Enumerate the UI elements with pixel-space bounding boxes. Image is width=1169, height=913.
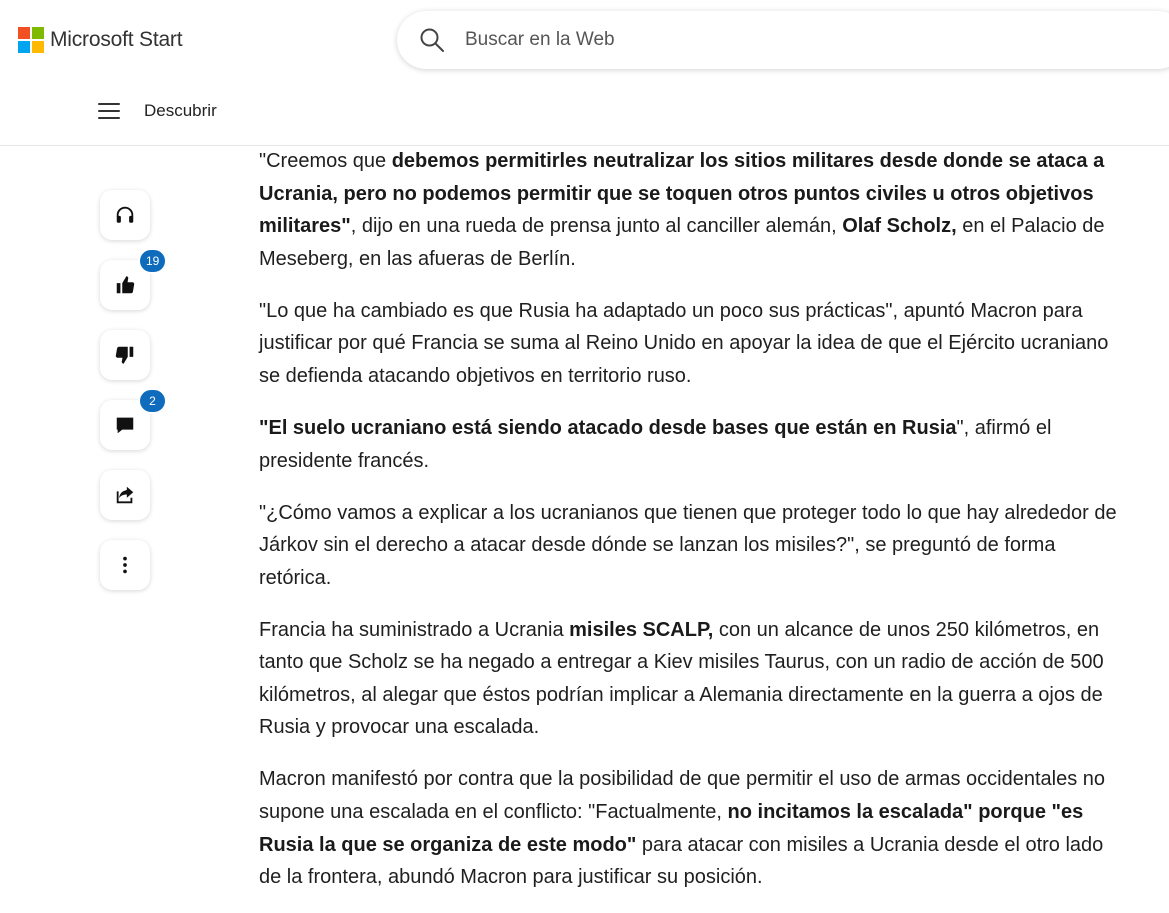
paragraph-text: "Lo que ha cambiado es que Rusia ha adaptado un poco sus prácticas", apuntó Macron para justificar por qué Francia se suma al Reino Unido en apoyar la idea de que el Ejército ucraniano se defienda atacando objetivos en territorio ruso.	[259, 299, 1109, 387]
comment-count-badge: 2	[138, 388, 167, 414]
brand-link[interactable]	[18, 27, 182, 53]
more-vertical-icon	[114, 554, 136, 576]
more-options-button[interactable]	[100, 540, 150, 590]
discover-menu-button[interactable]	[98, 96, 217, 126]
paragraph-text: ", afirmó el presidente francés.	[259, 416, 1052, 472]
discover-label[interactable]: Descubrir	[144, 101, 217, 120]
article-paragraph	[259, 497, 1119, 595]
paragraph-text: para atacar con misiles a Ucrania desde el otro lado de la frontera, abundó Macron para justificar su posición.	[259, 833, 1104, 889]
search-box[interactable]	[397, 11, 1169, 69]
article-paragraph	[259, 412, 1119, 477]
share-button[interactable]	[100, 470, 150, 520]
paragraph-bold-text: debemos permitirles neutralizar los sitios militares desde donde se ataca a Ucrania, pero no podemos permitir que se toquen otros puntos civiles u otros objetivos militares"	[259, 150, 1105, 238]
microsoft-logo-icon	[18, 27, 44, 53]
brand-name: Microsoft Start	[50, 28, 183, 51]
like-count-badge: 19	[138, 248, 167, 274]
article-paragraph	[259, 763, 1119, 893]
thumbs-up-icon	[114, 274, 136, 296]
article-paragraph	[259, 145, 1119, 275]
headphones-icon	[114, 204, 136, 226]
top-header	[0, 0, 1169, 146]
paragraph-bold-text: misiles SCALP,	[569, 618, 714, 641]
comment-icon	[114, 414, 136, 436]
share-icon	[114, 484, 136, 506]
comments-button[interactable]	[100, 394, 156, 450]
paragraph-text: , dijo en una rueda de prensa junto al canciller alemán,	[350, 215, 843, 238]
paragraph-text: Macron manifestó por contra que la posibilidad de que permitir el uso de armas occidentales no supone una escalada en el conflicto: "Factualmente,	[259, 768, 1106, 824]
paragraph-bold-text: no incitamos la escalada" porque "es Rusia la que se organiza de este modo"	[259, 801, 1084, 856]
paragraph-bold-text: "El suelo ucraniano está siendo atacado desde bases que están en Rusia	[259, 416, 957, 439]
paragraph-text: en el Palacio de Meseberg, en las afueras de Berlín.	[259, 215, 1105, 270]
article-paragraph	[259, 295, 1119, 393]
article-paragraph	[259, 614, 1119, 744]
paragraph-text: con un alcance de unos 250 kilómetros, en tanto que Scholz se ha negado a entregar a Kiev misiles Taurus, con un radio de acción de 500 kilómetros, al alegar que éstos podrían implicar a Alemania directamente en la guerra a ojos de Rusia y provocar una escalada.	[259, 618, 1104, 739]
search-input[interactable]	[465, 25, 1065, 55]
like-button[interactable]	[100, 254, 160, 310]
hamburger-menu-icon[interactable]	[98, 103, 120, 119]
thumbs-down-icon	[114, 344, 136, 366]
person-name: Olaf Scholz,	[842, 215, 957, 238]
dislike-button[interactable]	[100, 330, 150, 380]
search-icon[interactable]	[419, 27, 445, 53]
paragraph-text: Francia ha suministrado a Ucrania	[259, 618, 570, 641]
article-body	[259, 145, 1119, 913]
listen-button[interactable]	[100, 190, 150, 240]
paragraph-text: "Creemos que	[259, 150, 392, 172]
paragraph-text: "¿Cómo vamos a explicar a los ucranianos que tienen que proteger todo lo que hay alrededor de Járkov sin el derecho a atacar desde dónde se lanzan los misiles?", se preguntó de forma retórica.	[259, 501, 1117, 589]
